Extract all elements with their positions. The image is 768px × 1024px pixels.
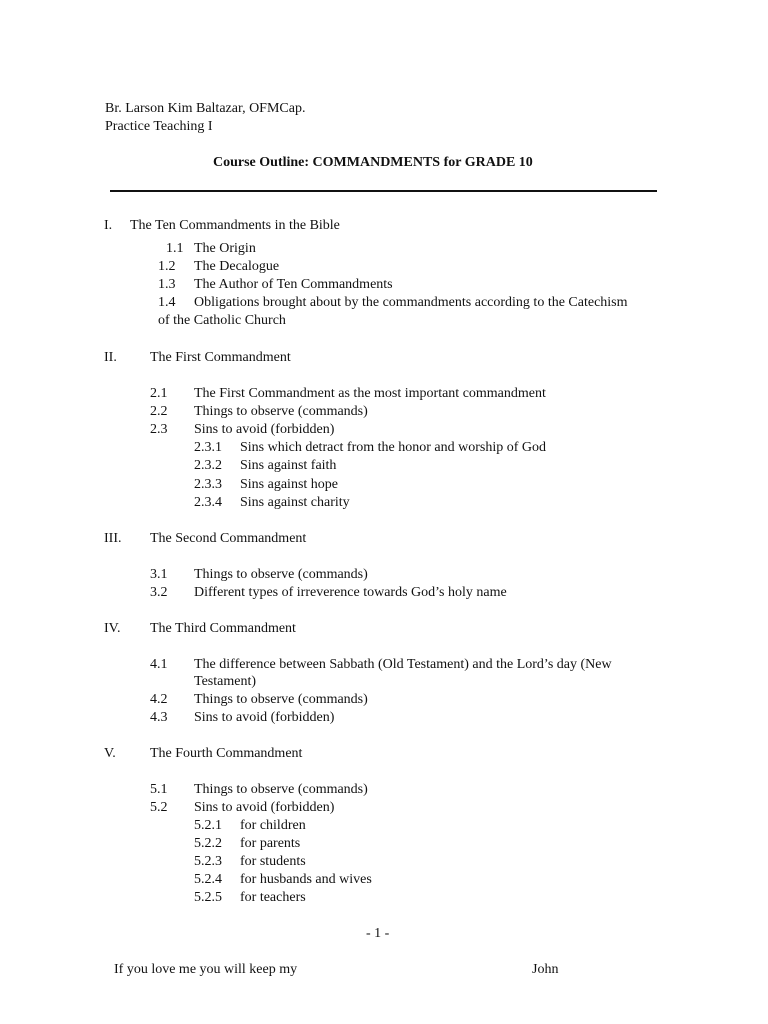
page-number: - 1 - <box>366 926 390 941</box>
subitem-label: for teachers <box>240 890 306 905</box>
footer-quote: If you love me you will keep my <box>114 962 298 977</box>
item-number: 4.2 <box>150 692 168 707</box>
subitem-number: 5.2.1 <box>194 818 222 833</box>
subitem-number: 5.2.4 <box>194 872 222 887</box>
item-label: Things to observe (commands) <box>194 782 368 797</box>
item-number: 2.1 <box>150 386 168 401</box>
section-title: The Second Commandment <box>150 531 307 546</box>
item-label: Different types of irreverence towards God’s holy name <box>194 585 507 600</box>
subitem-number: 2.3.3 <box>194 477 222 492</box>
item-number: 5.2 <box>150 800 168 815</box>
course-name: Practice Teaching I <box>105 119 213 134</box>
subitem-label: Sins against faith <box>240 458 337 473</box>
subitem-label: Sins against charity <box>240 495 350 510</box>
item-label: The Author of Ten Commandments <box>194 277 393 292</box>
section-number: II. <box>104 350 117 365</box>
subitem-number: 5.2.2 <box>194 836 222 851</box>
subitem-number: 5.2.3 <box>194 854 222 869</box>
item-number: 3.1 <box>150 567 168 582</box>
item-number: 2.3 <box>150 422 168 437</box>
item-label: The Decalogue <box>194 259 280 274</box>
section-title: The Fourth Commandment <box>150 746 303 761</box>
section-number: III. <box>104 531 122 546</box>
item-label: The First Commandment as the most important commandment <box>194 386 546 401</box>
item-label: The difference between Sabbath (Old Testament) and the Lord’s day (New <box>194 657 612 672</box>
section-title: The Ten Commandments in the Bible <box>130 218 340 233</box>
item-label: Sins to avoid (forbidden) <box>194 710 335 725</box>
item-label: Sins to avoid (forbidden) <box>194 800 335 815</box>
subitem-label: for parents <box>240 836 301 851</box>
item-number: 1.3 <box>158 277 176 292</box>
item-number: 5.1 <box>150 782 168 797</box>
item-label: Sins to avoid (forbidden) <box>194 422 335 437</box>
item-label-continuation: of the Catholic Church <box>158 313 286 328</box>
item-label: Things to observe (commands) <box>194 404 368 419</box>
subitem-label: for children <box>240 818 306 833</box>
subitem-number: 5.2.5 <box>194 890 222 905</box>
item-label: Things to observe (commands) <box>194 692 368 707</box>
item-label: Things to observe (commands) <box>194 567 368 582</box>
item-number: 2.2 <box>150 404 168 419</box>
section-number: V. <box>104 746 116 761</box>
section-number: IV. <box>104 621 121 636</box>
document-title: Course Outline: COMMANDMENTS for GRADE 10 <box>213 155 533 170</box>
title-divider <box>110 190 657 192</box>
section-title: The Third Commandment <box>150 621 296 636</box>
item-number: 3.2 <box>150 585 168 600</box>
subitem-number: 2.3.1 <box>194 440 222 455</box>
item-number: 4.1 <box>150 657 168 672</box>
item-number: 1.2 <box>158 259 176 274</box>
item-label-continuation: Testament) <box>194 674 256 689</box>
subitem-number: 2.3.4 <box>194 495 222 510</box>
item-number: 1.4 <box>158 295 176 310</box>
item-number: 1.1 <box>166 241 184 256</box>
subitem-label: Sins against hope <box>240 477 338 492</box>
item-label: The Origin <box>194 241 256 256</box>
subitem-label: for students <box>240 854 306 869</box>
section-number: I. <box>104 218 113 233</box>
item-number: 4.3 <box>150 710 168 725</box>
subitem-label: Sins which detract from the honor and worship of God <box>240 440 546 455</box>
footer-reference: John <box>532 962 559 977</box>
section-title: The First Commandment <box>150 350 291 365</box>
subitem-label: for husbands and wives <box>240 872 372 887</box>
author-name: Br. Larson Kim Baltazar, OFMCap. <box>105 101 306 116</box>
subitem-number: 2.3.2 <box>194 458 222 473</box>
item-label: Obligations brought about by the commandments according to the Catechism <box>194 295 628 310</box>
